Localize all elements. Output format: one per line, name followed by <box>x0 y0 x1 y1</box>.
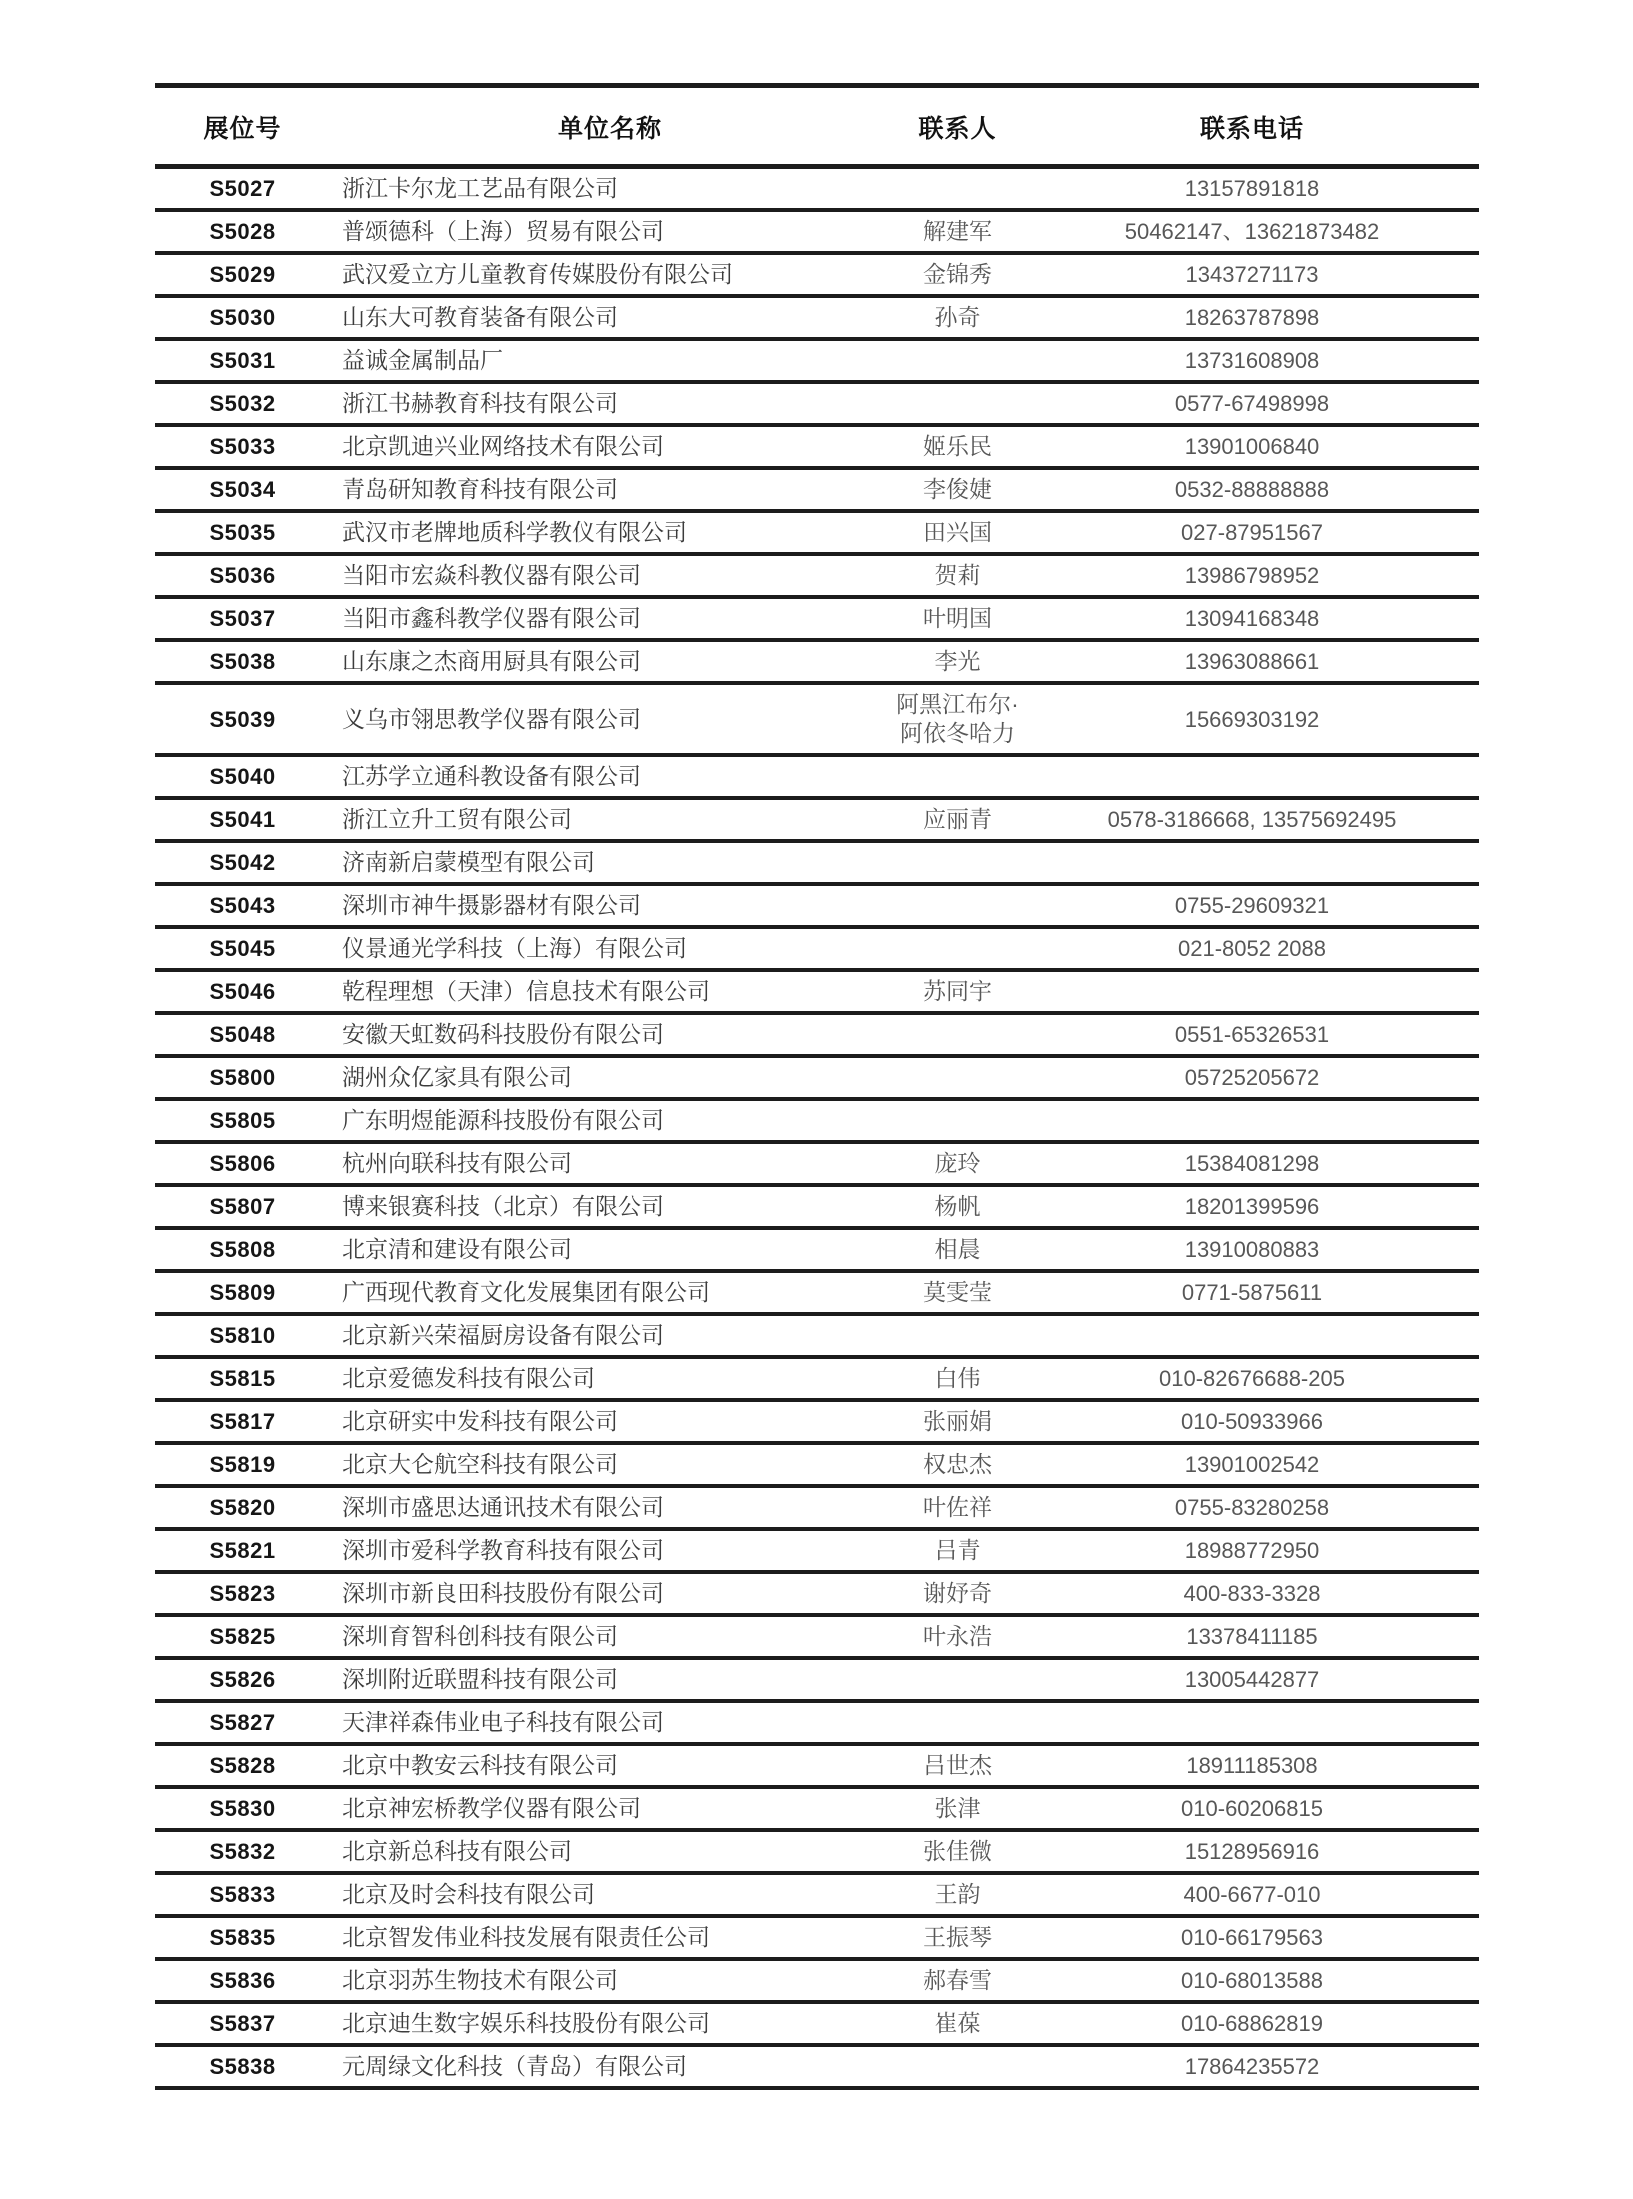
table-row <box>155 1013 1479 1056</box>
company-cell: 北京中教安云科技有限公司 <box>342 1752 618 1778</box>
booth-cell: S5819 <box>209 1452 276 1477</box>
phone-cell: 0578-3186668, 13575692495 <box>1107 807 1397 832</box>
company-cell: 深圳市新良田科技股份有限公司 <box>342 1580 664 1606</box>
contact-cell: 相晨 <box>934 1236 981 1262</box>
table-row <box>155 1185 1479 1228</box>
company-cell: 浙江立升工贸有限公司 <box>342 806 572 832</box>
company-cell: 山东大可教育装备有限公司 <box>342 304 618 330</box>
column-header-booth: 展位号 <box>203 115 282 143</box>
booth-cell: S5832 <box>209 1839 276 1864</box>
table-row <box>155 1228 1479 1271</box>
booth-cell: S5030 <box>209 305 276 330</box>
contact-cell <box>890 755 1025 798</box>
phone-cell <box>1025 841 1479 884</box>
contact-cell: 李俊婕 <box>923 476 992 502</box>
company-cell: 浙江卡尔龙工艺品有限公司 <box>342 175 618 201</box>
table-row <box>155 640 1479 683</box>
booth-cell: S5029 <box>209 262 276 287</box>
contact-cell: 权忠杰 <box>923 1451 992 1477</box>
company-cell: 武汉市老牌地质科学教仪有限公司 <box>342 519 687 545</box>
phone-cell: 13901006840 <box>1184 434 1320 459</box>
table-row <box>155 253 1479 296</box>
contact-cell <box>890 1099 1025 1142</box>
phone-cell: 15384081298 <box>1184 1151 1320 1176</box>
contact-cell: 田兴国 <box>923 519 992 545</box>
contact-cell <box>890 927 1025 970</box>
table-row <box>155 1400 1479 1443</box>
company-cell: 深圳市爱科学教育科技有限公司 <box>342 1537 664 1563</box>
phone-cell: 15669303192 <box>1184 706 1320 732</box>
booth-cell: S5035 <box>209 520 276 545</box>
contact-cell: 孙奇 <box>934 304 981 330</box>
booth-cell: S5835 <box>209 1925 276 1950</box>
table-row <box>155 210 1479 253</box>
company-cell: 青岛研知教育科技有限公司 <box>342 476 618 502</box>
table-header <box>155 86 1479 167</box>
company-cell: 北京及时会科技有限公司 <box>342 1881 595 1907</box>
contact-cell: 解建军 <box>923 218 992 244</box>
contact-cell <box>890 339 1025 382</box>
booth-cell: S5807 <box>209 1194 276 1219</box>
company-cell: 博来银赛科技（北京）有限公司 <box>342 1193 664 1219</box>
phone-cell <box>1025 1701 1479 1744</box>
table-row <box>155 1873 1479 1916</box>
table-row <box>155 1443 1479 1486</box>
booth-cell: S5028 <box>209 219 276 244</box>
table-row <box>155 841 1479 884</box>
booth-cell: S5809 <box>209 1280 276 1305</box>
contact-cell: 张佳微 <box>923 1838 992 1864</box>
booth-cell: S5034 <box>209 477 276 502</box>
phone-cell: 13910080883 <box>1184 1237 1320 1262</box>
table-row <box>155 1357 1479 1400</box>
contact-cell: 庞玲 <box>934 1150 981 1176</box>
booth-cell: S5837 <box>209 2011 276 2036</box>
contact-cell <box>890 382 1025 425</box>
phone-cell: 010-50933966 <box>1181 1409 1323 1434</box>
contact-cell: 莫雯莹 <box>923 1279 992 1305</box>
phone-cell: 17864235572 <box>1184 2054 1320 2079</box>
contact-cell: 叶佐祥 <box>923 1494 992 1520</box>
phone-cell: 18201399596 <box>1184 1194 1320 1219</box>
contact-cell <box>890 1314 1025 1357</box>
phone-cell: 400-6677-010 <box>1183 1882 1321 1907</box>
company-cell: 深圳市神牛摄影器材有限公司 <box>342 892 641 918</box>
exhibitor-table <box>155 83 1479 2090</box>
company-cell: 深圳育智科创科技有限公司 <box>342 1623 618 1649</box>
table-row <box>155 1959 1479 2002</box>
contact-cell: 阿黑江布尔·阿依冬哈力 <box>896 691 1019 746</box>
company-cell: 元周绿文化科技（青岛）有限公司 <box>342 2053 687 2079</box>
booth-cell: S5815 <box>209 1366 276 1391</box>
booth-cell: S5823 <box>209 1581 276 1606</box>
contact-cell: 白伟 <box>934 1365 981 1391</box>
table-row <box>155 1314 1479 1357</box>
booth-cell: S5833 <box>209 1882 276 1907</box>
contact-cell <box>890 1701 1025 1744</box>
booth-cell: S5806 <box>209 1151 276 1176</box>
phone-cell: 0755-83280258 <box>1174 1495 1330 1520</box>
company-cell: 当阳市鑫科教学仪器有限公司 <box>342 605 641 631</box>
contact-cell: 贺莉 <box>934 562 981 588</box>
phone-cell: 13094168348 <box>1184 606 1320 631</box>
contact-cell <box>890 1013 1025 1056</box>
phone-cell <box>1025 755 1479 798</box>
phone-cell: 15128956916 <box>1184 1839 1320 1864</box>
company-cell: 广西现代教育文化发展集团有限公司 <box>342 1279 710 1305</box>
phone-cell: 010-66179563 <box>1181 1925 1323 1950</box>
booth-cell: S5810 <box>209 1323 276 1348</box>
table-row <box>155 1787 1479 1830</box>
phone-cell: 05725205672 <box>1184 1065 1320 1090</box>
table-row <box>155 884 1479 927</box>
contact-cell: 张津 <box>934 1795 981 1821</box>
booth-cell: S5817 <box>209 1409 276 1434</box>
contact-cell <box>890 167 1025 211</box>
booth-cell: S5036 <box>209 563 276 588</box>
column-header-phone: 联系电话 <box>1199 115 1304 143</box>
company-cell: 北京清和建设有限公司 <box>342 1236 572 1262</box>
table-row <box>155 382 1479 425</box>
phone-cell: 18911185308 <box>1186 1753 1318 1778</box>
company-cell: 益诚金属制品厂 <box>342 347 503 373</box>
phone-cell <box>1025 1314 1479 1357</box>
company-cell: 北京大仑航空科技有限公司 <box>342 1451 618 1477</box>
booth-cell: S5043 <box>209 893 276 918</box>
company-cell: 义乌市翎思教学仪器有限公司 <box>342 705 641 732</box>
header-row <box>155 86 1479 167</box>
table-row <box>155 339 1479 382</box>
company-cell: 深圳市盛思达通讯技术有限公司 <box>342 1494 664 1520</box>
phone-cell: 13005442877 <box>1184 1667 1320 1692</box>
booth-cell: S5836 <box>209 1968 276 1993</box>
column-header-contact: 联系人 <box>918 115 997 143</box>
table-row <box>155 1916 1479 1959</box>
booth-cell: S5031 <box>209 348 276 373</box>
company-cell: 北京研实中发科技有限公司 <box>342 1408 618 1434</box>
phone-cell <box>1025 1099 1479 1142</box>
contact-cell: 王韵 <box>934 1881 981 1907</box>
table-row <box>155 1271 1479 1314</box>
phone-cell: 0755-29609321 <box>1174 893 1330 918</box>
table-row <box>155 1056 1479 1099</box>
phone-cell: 50462147、13621873482 <box>1124 219 1380 244</box>
phone-cell: 13437271173 <box>1185 262 1319 287</box>
booth-cell: S5838 <box>209 2054 276 2079</box>
booth-cell: S5805 <box>209 1108 276 1133</box>
company-cell: 北京凯迪兴业网络技术有限公司 <box>342 433 664 459</box>
booth-cell: S5042 <box>209 850 276 875</box>
table-row <box>155 1142 1479 1185</box>
company-cell: 江苏学立通科教设备有限公司 <box>342 763 641 789</box>
table-row <box>155 597 1479 640</box>
table-row <box>155 1658 1479 1701</box>
table-row <box>155 970 1479 1013</box>
table-row <box>155 167 1479 211</box>
table-row <box>155 2045 1479 2088</box>
table-row <box>155 296 1479 339</box>
contact-cell: 张丽娟 <box>923 1408 992 1434</box>
table-row <box>155 755 1479 798</box>
phone-cell: 0577-67498998 <box>1174 391 1330 416</box>
company-cell: 北京爱德发科技有限公司 <box>342 1365 595 1391</box>
company-cell: 浙江书赫教育科技有限公司 <box>342 390 618 416</box>
company-cell: 安徽天虹数码科技股份有限公司 <box>342 1021 664 1047</box>
table-row <box>155 425 1479 468</box>
table-row <box>155 1099 1479 1142</box>
company-cell: 济南新启蒙模型有限公司 <box>342 849 595 875</box>
phone-cell: 010-82676688-205 <box>1159 1366 1345 1391</box>
table-row <box>155 1572 1479 1615</box>
booth-cell: S5040 <box>209 764 276 789</box>
company-cell: 广东明煜能源科技股份有限公司 <box>342 1107 664 1133</box>
phone-cell: 13901002542 <box>1184 1452 1320 1477</box>
company-cell: 北京羽苏生物技术有限公司 <box>342 1967 618 1993</box>
phone-cell: 0551-65326531 <box>1174 1022 1330 1047</box>
table-row <box>155 468 1479 511</box>
contact-cell: 吕青 <box>934 1537 981 1563</box>
contact-cell: 叶明国 <box>923 605 992 631</box>
table-row <box>155 1701 1479 1744</box>
phone-cell: 010-60206815 <box>1181 1796 1323 1821</box>
table-row <box>155 1615 1479 1658</box>
contact-cell: 李光 <box>934 648 981 674</box>
phone-cell: 13963088661 <box>1184 649 1320 674</box>
booth-cell: S5037 <box>209 606 276 631</box>
contact-cell: 郝春雪 <box>923 1967 992 1993</box>
phone-cell: 010-68013588 <box>1181 1968 1323 1993</box>
booth-cell: S5825 <box>209 1624 276 1649</box>
column-header-company: 单位名称 <box>557 115 662 143</box>
phone-cell: 13986798952 <box>1184 563 1320 588</box>
table-row <box>155 798 1479 841</box>
contact-cell: 杨帆 <box>934 1193 981 1219</box>
company-cell: 深圳附近联盟科技有限公司 <box>342 1666 618 1692</box>
table-row <box>155 1830 1479 1873</box>
phone-cell: 18263787898 <box>1184 305 1320 330</box>
table-row <box>155 1744 1479 1787</box>
company-cell: 北京迪生数字娱乐科技股份有限公司 <box>342 2010 710 2036</box>
booth-cell: S5828 <box>209 1753 276 1778</box>
booth-cell: S5027 <box>209 176 276 201</box>
company-cell: 天津祥森伟业电子科技有限公司 <box>342 1709 664 1735</box>
booth-cell: S5045 <box>209 936 276 961</box>
booth-cell: S5033 <box>209 434 276 459</box>
company-cell: 北京智发伟业科技发展有限责任公司 <box>342 1924 710 1950</box>
booth-cell: S5820 <box>209 1495 276 1520</box>
table-row <box>155 1529 1479 1572</box>
table-row <box>155 927 1479 970</box>
table-row <box>155 511 1479 554</box>
company-cell: 北京新兴荣福厨房设备有限公司 <box>342 1322 664 1348</box>
table-row <box>155 554 1479 597</box>
contact-cell: 谢妤奇 <box>923 1580 992 1606</box>
company-cell: 北京新总科技有限公司 <box>342 1838 572 1864</box>
contact-cell: 王振琴 <box>923 1924 992 1950</box>
booth-cell: S5826 <box>209 1667 276 1692</box>
contact-cell: 应丽青 <box>923 806 992 832</box>
booth-cell: S5808 <box>209 1237 276 1262</box>
company-cell: 杭州向联科技有限公司 <box>342 1150 572 1176</box>
phone-cell: 027-87951567 <box>1181 520 1323 545</box>
phone-cell: 13378411185 <box>1186 1624 1318 1649</box>
booth-cell: S5830 <box>209 1796 276 1821</box>
phone-cell: 0532-88888888 <box>1174 477 1330 502</box>
company-cell: 武汉爱立方儿童教育传媒股份有限公司 <box>342 261 733 287</box>
booth-cell: S5048 <box>209 1022 276 1047</box>
booth-cell: S5041 <box>209 807 276 832</box>
booth-cell: S5039 <box>209 706 276 732</box>
contact-cell: 姬乐民 <box>923 433 992 459</box>
booth-cell: S5821 <box>209 1538 276 1563</box>
table-row <box>155 1486 1479 1529</box>
company-cell: 湖州众亿家具有限公司 <box>342 1064 572 1090</box>
booth-cell: S5038 <box>209 649 276 674</box>
contact-cell: 叶永浩 <box>923 1623 992 1649</box>
table-body <box>155 167 1479 2089</box>
phone-cell: 021-8052 2088 <box>1177 936 1327 961</box>
booth-cell: S5032 <box>209 391 276 416</box>
booth-cell: S5827 <box>209 1710 276 1735</box>
phone-cell: 010-68862819 <box>1181 2011 1323 2036</box>
phone-cell <box>1025 970 1479 1013</box>
phone-cell: 13731608908 <box>1184 348 1320 373</box>
contact-cell <box>890 884 1025 927</box>
contact-cell: 金锦秀 <box>923 261 992 287</box>
contact-cell: 吕世杰 <box>923 1752 992 1778</box>
company-cell: 山东康之杰商用厨具有限公司 <box>342 648 641 674</box>
phone-cell: 18988772950 <box>1184 1538 1320 1563</box>
company-cell: 普颂德科（上海）贸易有限公司 <box>342 218 664 244</box>
company-cell: 仪景通光学科技（上海）有限公司 <box>342 935 687 961</box>
company-cell: 乾程理想（天津）信息技术有限公司 <box>342 978 710 1004</box>
phone-cell: 0771-5875611 <box>1181 1280 1323 1305</box>
contact-cell <box>890 841 1025 884</box>
contact-cell <box>890 2045 1025 2088</box>
contact-cell <box>890 1056 1025 1099</box>
phone-cell: 400-833-3328 <box>1183 1581 1321 1606</box>
document-page <box>155 83 1479 2090</box>
company-cell: 北京神宏桥教学仪器有限公司 <box>342 1795 641 1821</box>
contact-cell: 崔葆 <box>934 2010 981 2036</box>
booth-cell: S5046 <box>209 979 276 1004</box>
contact-cell <box>890 1658 1025 1701</box>
table-row <box>155 2002 1479 2045</box>
table-row <box>155 683 1479 755</box>
booth-cell: S5800 <box>209 1065 276 1090</box>
contact-cell: 苏同宇 <box>923 978 992 1004</box>
phone-cell: 13157891818 <box>1184 176 1320 201</box>
company-cell: 当阳市宏焱科教仪器有限公司 <box>342 562 641 588</box>
